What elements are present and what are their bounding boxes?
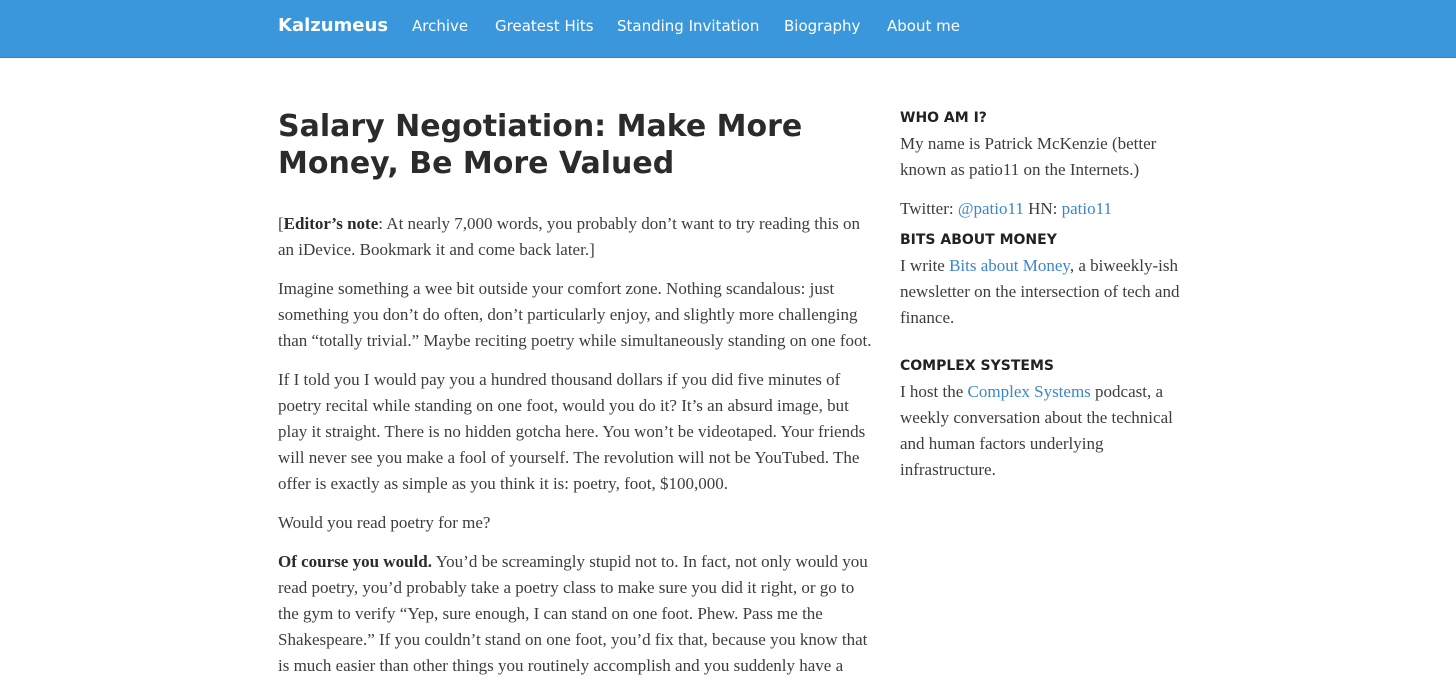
bits-about-money-heading: BITS ABOUT MONEY [900, 232, 1057, 248]
bits-about-money-widget [900, 230, 1190, 331]
bits-about-money-pre: I write [900, 256, 950, 275]
complex-systems-heading: COMPLEX SYSTEMS [900, 358, 1054, 374]
complex-systems-text [900, 379, 1190, 483]
editors-note-paragraph [278, 211, 873, 263]
who-am-i-text: My name is Patrick McKenzie (better known as patio11 on the Internets.) [900, 134, 1157, 179]
article-paragraph-4-lead: Of course you would. [278, 552, 432, 571]
complex-systems-post: podcast, a weekly conversation about the technical and human factors underlying infrastructure. [900, 382, 1173, 479]
hn-link[interactable]: patio11 [1061, 199, 1113, 218]
article [278, 108, 873, 692]
bits-about-money-post: , a biweekly-ish newsletter on the intersection of tech and finance. [900, 256, 1180, 327]
bits-about-money-text [900, 253, 1190, 331]
article-paragraph-4-text: You’d be screamingly stupid not to. In fact, not only would you read poetry, you’d probably take a poetry class to make sure you did it right, or go to the gym to verify “Yep, sure enough, I can stand on one foot. Phew. Pass me the Shakespeare.” If you couldn’t stand on one foot, you’d fix that, because you know that is much easier than other things you routinely accomplish and you suddenly have a [278, 552, 868, 675]
complex-systems-pre: I host the [900, 382, 968, 401]
nav-standing-invitation[interactable]: Standing Invitation [617, 17, 760, 35]
editors-note-text: : At nearly 7,000 words, you probably don’t want to try reading this on an iDevice. Bookmark it and come back later.] [278, 214, 861, 259]
site-logo-link[interactable]: Kalzumeus [278, 15, 389, 36]
social-links [900, 196, 1190, 222]
article-paragraph-1: Imagine something a wee bit outside your comfort zone. Nothing scandalous: just something you don’t do often, don’t particularly enjoy, and slightly more challenging than “totally trivial.” Maybe reciting poetry while simultaneously standing on one foot. [278, 279, 872, 350]
sidebar [900, 108, 1190, 483]
nav-greatest-hits[interactable]: Greatest Hits [495, 17, 594, 35]
nav-biography[interactable]: Biography [784, 17, 861, 35]
top-navigation-bar [0, 0, 1456, 58]
bits-about-money-link[interactable]: Bits about Money [949, 256, 1070, 275]
who-am-i-heading: WHO AM I? [900, 110, 987, 126]
complex-systems-link[interactable]: Complex Systems [967, 382, 1091, 401]
article-paragraph-4 [278, 549, 873, 679]
complex-systems-widget [900, 356, 1190, 483]
nav-about-me[interactable]: About me [887, 17, 960, 35]
article-paragraph-2: If I told you I would pay you a hundred thousand dollars if you did five minutes of poetry recital while standing on one foot, would you do it? It’s an absurd image, but play it straight. There is no hidden gotcha here. You won’t be videotaped. Your friends will never see you make a fool of yourself. The revolution will not be YouTubed. The offer is exactly as simple as you think it is: poetry, foot, $100,000. [278, 370, 866, 493]
nav-archive[interactable]: Archive [412, 17, 469, 35]
twitter-label: Twitter: [900, 199, 958, 218]
twitter-link[interactable]: @patio11 [957, 199, 1024, 218]
article-title: Salary Negotiation: Make More Money, Be More Valued [278, 109, 803, 181]
editors-note-open: [ [278, 214, 284, 233]
article-paragraph-3: Would you read poetry for me? [278, 513, 491, 532]
hn-label: HN: [1023, 199, 1062, 218]
editors-note-label: Editor’s note [283, 214, 379, 233]
who-am-i-widget [900, 108, 1190, 222]
